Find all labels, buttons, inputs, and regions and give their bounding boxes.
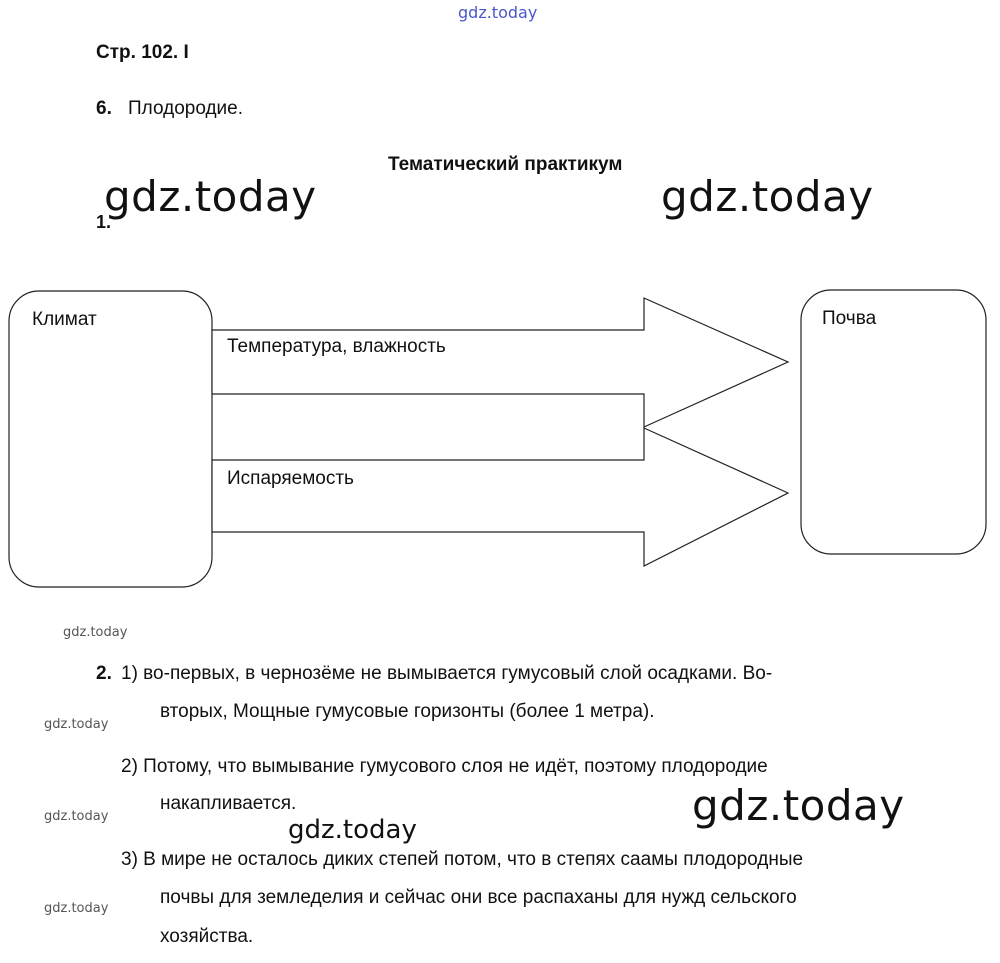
item-6-number: 6. [96, 98, 112, 119]
item-2-number: 2. [96, 663, 112, 684]
watermark-top: gdz.today [458, 3, 538, 22]
arrow-1-label: Температура, влажность [227, 336, 446, 357]
answer-3-line-1: 3) В мире не осталось диких степей потом, что в степях саамы плодородные [121, 849, 804, 870]
soil-label: Почва [822, 308, 877, 329]
watermark-large-right: gdz.today [661, 172, 874, 221]
arrow-2-label: Испаряемость [227, 468, 354, 489]
arrow-upper [212, 298, 788, 427]
watermark-large-bottom-right: gdz.today [692, 781, 905, 830]
watermark-small-1: gdz.today [63, 625, 128, 640]
page-reference: Стр. 102. І [96, 42, 189, 63]
item-6-text: Плодородие. [128, 98, 244, 119]
item-1-number: 1. [96, 212, 112, 232]
arrow-lower [212, 428, 788, 566]
climate-box [9, 291, 212, 587]
watermark-medium: gdz.today [288, 815, 417, 845]
answer-1-line-2: вторых, Мощные гумусовые горизонты (более 1 метра). [160, 701, 655, 722]
climate-label: Климат [32, 309, 97, 330]
watermark-small-2: gdz.today [44, 717, 109, 732]
answer-2-line-1: 2) Потому, что вымывание гумусового слоя не идёт, поэтому плодородие [121, 756, 768, 777]
watermark-small-3: gdz.today [44, 809, 109, 824]
answer-3-line-3: хозяйства. [160, 926, 254, 947]
watermark-large-left: gdz.today [104, 172, 317, 221]
section-title: Тематический практикум [388, 154, 623, 175]
answer-3-line-2: почвы для земледелия и сейчас они все распаханы для нужд сельского [160, 887, 797, 908]
answer-1-line-1: 1) во-первых, в чернозёме не вымывается гумусовый слой осадками. Во- [121, 663, 773, 684]
watermark-small-4: gdz.today [44, 901, 109, 916]
answer-2-line-2: накапливается. [160, 793, 297, 814]
